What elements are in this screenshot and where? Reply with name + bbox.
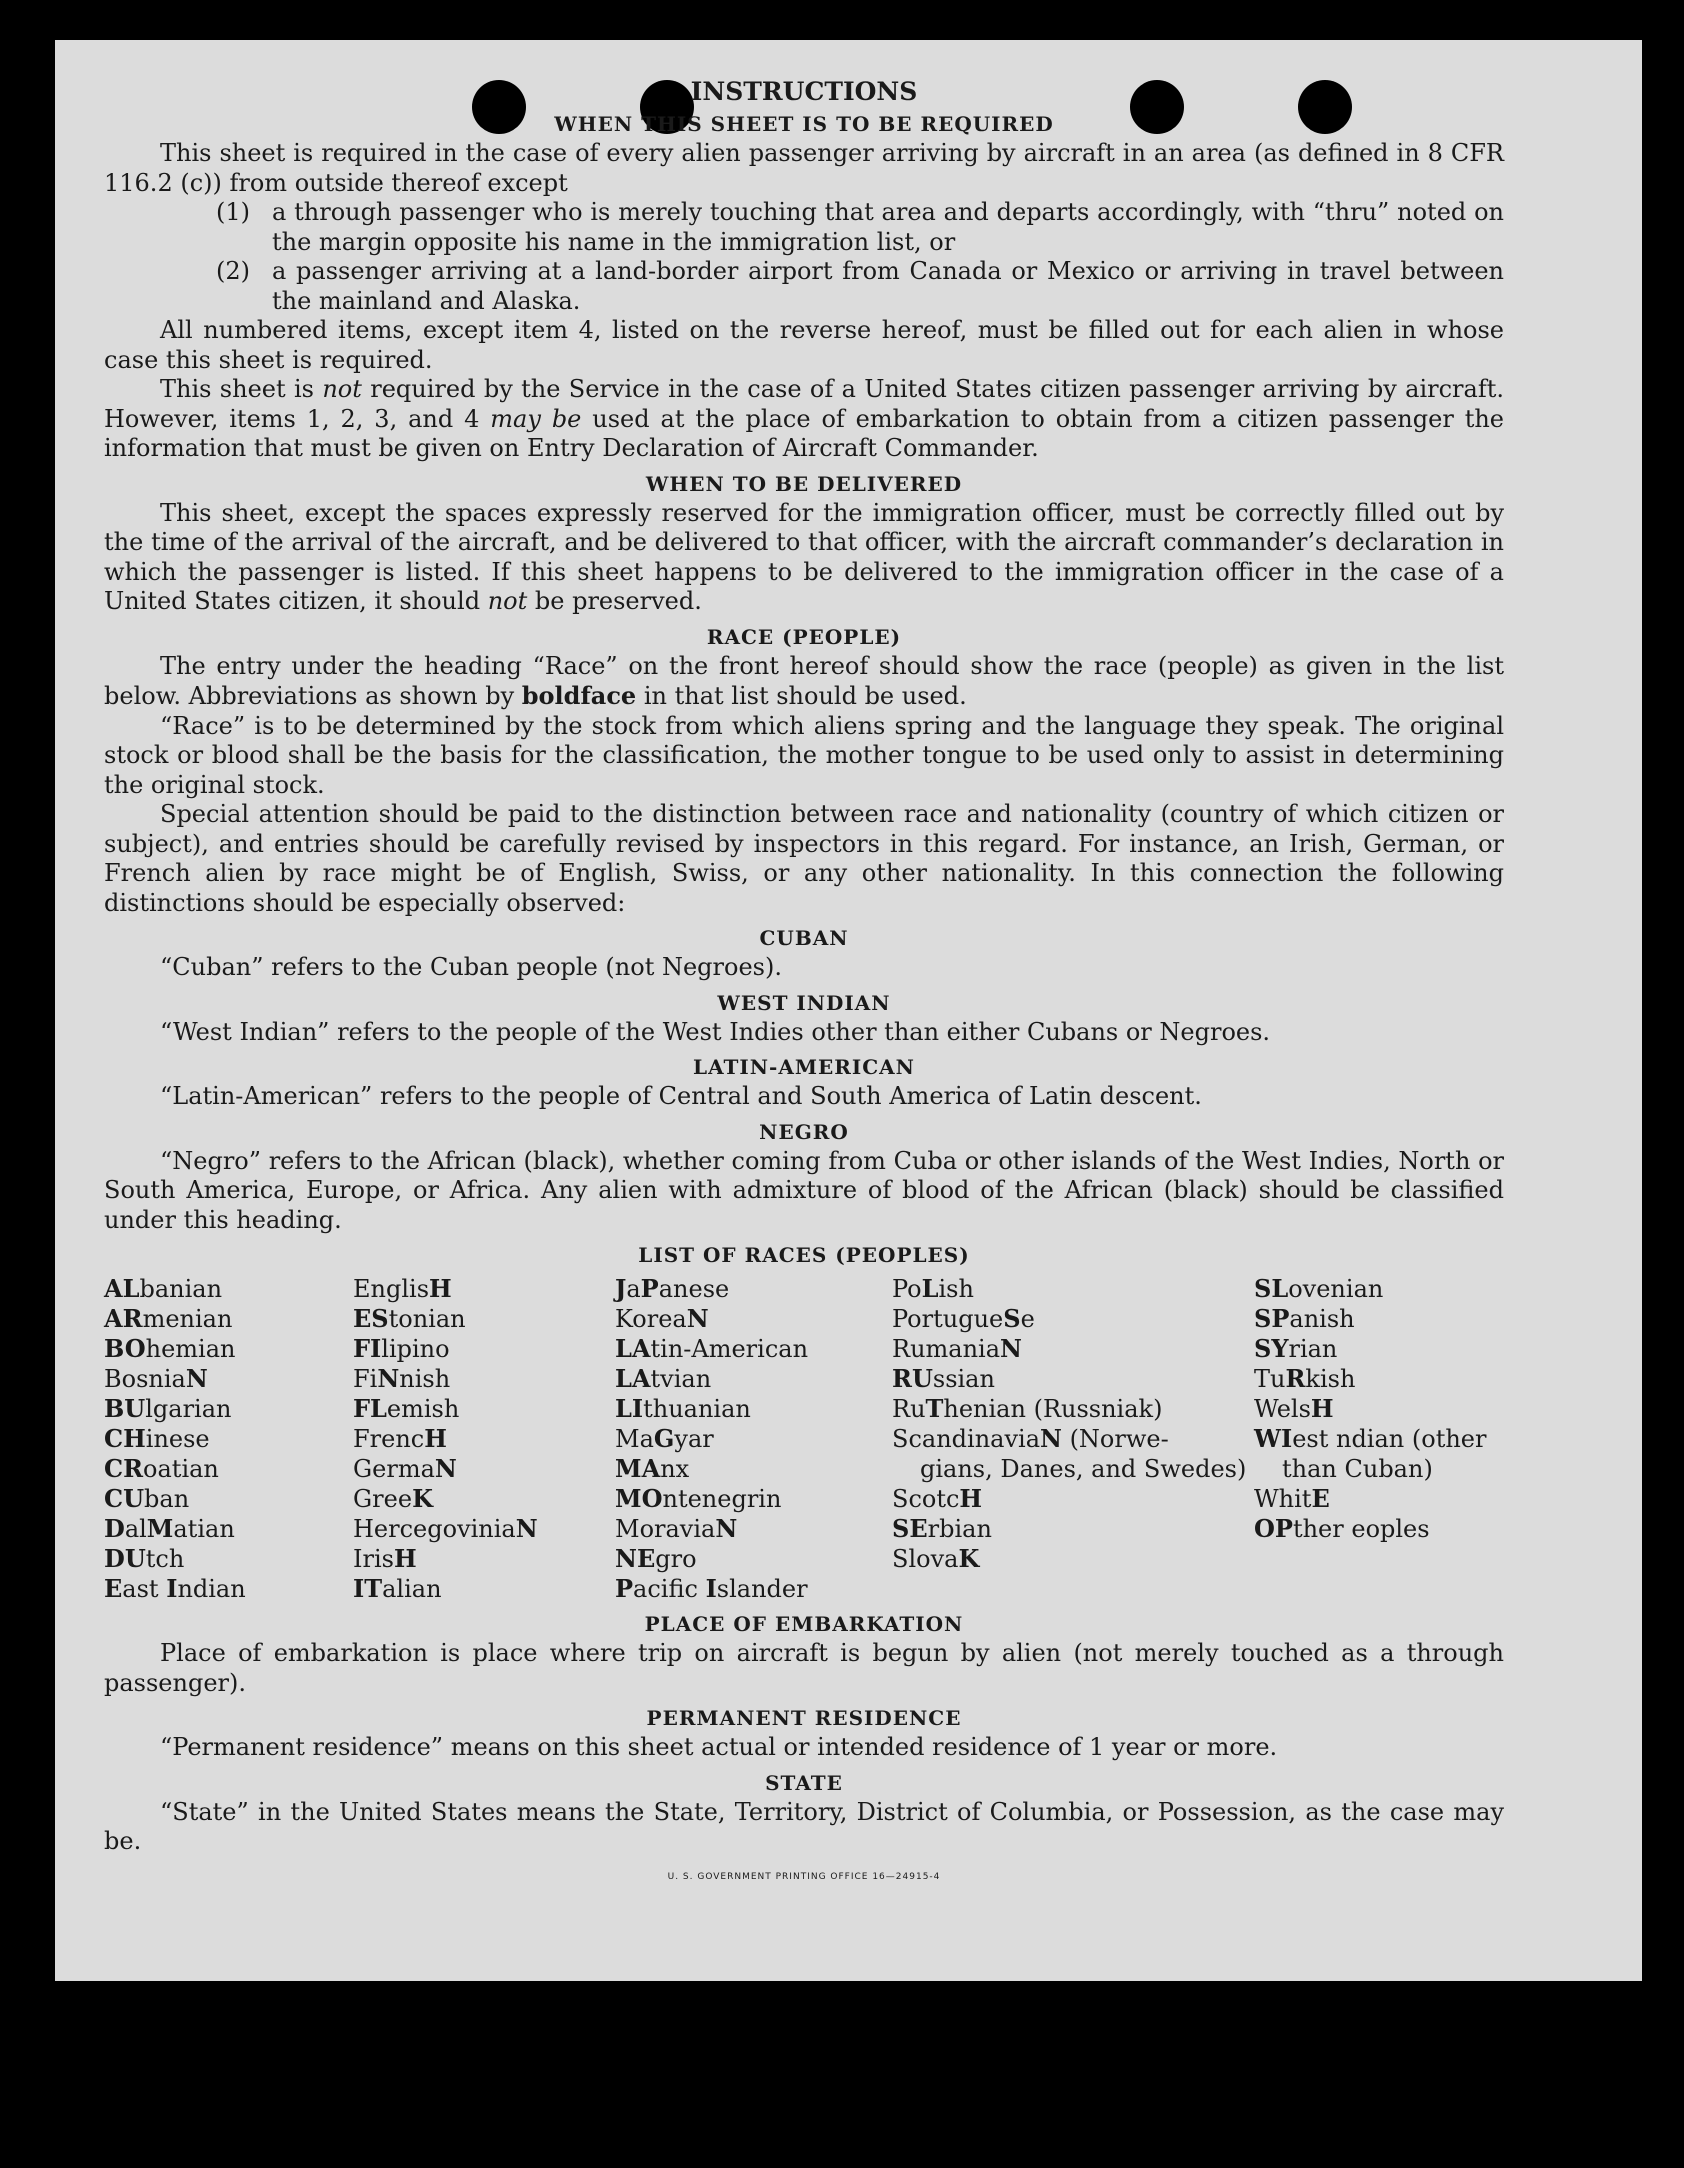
- race-entry: CHinese: [104, 1424, 210, 1453]
- printer-imprint: U. S. GOVERNMENT PRINTING OFFICE 16—24915-4: [667, 1871, 941, 1882]
- race-entry: NEgro: [615, 1544, 697, 1573]
- section-heading: PLACE OF EMBARKATION: [644, 1612, 964, 1636]
- race-entry: WelsH: [1254, 1394, 1334, 1423]
- race-column: [353, 1274, 615, 1604]
- race-entry: PoLish: [892, 1274, 974, 1303]
- race-entry: SLovenian: [1254, 1274, 1384, 1303]
- race-entry: CUban: [104, 1484, 190, 1513]
- race-entry: MaGyar: [615, 1424, 714, 1453]
- paragraph: All numbered items, except item 4, listed on the reverse hereof, must be filled out for each alien in whose case this sheet is required.: [104, 316, 1504, 374]
- race-entry: DalMatian: [104, 1514, 235, 1543]
- race-entry: WhitE: [1254, 1484, 1330, 1513]
- race-entry: ScandinaviaN (Norwe-: [892, 1424, 1169, 1453]
- race-column: [615, 1274, 892, 1604]
- race-entry: KoreaN: [615, 1304, 709, 1333]
- race-entry: EStonian: [353, 1304, 466, 1333]
- race-entry: ALbanian: [104, 1274, 223, 1303]
- item-number: (1): [216, 198, 250, 226]
- race-entry: PortugueSe: [892, 1304, 1035, 1333]
- race-column: [1254, 1274, 1504, 1604]
- race-entry: BOhemian: [104, 1334, 236, 1363]
- item-number: (2): [216, 257, 250, 285]
- item-text: a passenger arriving at a land-border airport from Canada or Mexico or arriving in travel between the mainland and Alaska.: [272, 257, 1504, 315]
- paragraph: “Cuban” refers to the Cuban people (not Negroes).: [160, 953, 782, 981]
- section-heading: WHEN THIS SHEET IS TO BE REQUIRED: [554, 112, 1054, 136]
- race-entry: MOntenegrin: [615, 1484, 782, 1513]
- race-entry: TuRkish: [1254, 1364, 1356, 1393]
- paragraph: This sheet is required in the case of every alien passenger arriving by aircraft in an area (as defined in 8 CFR 116.2 (c)) from outside thereof except: [104, 139, 1504, 197]
- paragraph: “Latin-American” refers to the people of Central and South America of Latin descent.: [160, 1082, 1202, 1110]
- race-entry: SErbian: [892, 1514, 992, 1543]
- race-entry: ITalian: [353, 1574, 442, 1603]
- race-entry: SYrian: [1254, 1334, 1338, 1363]
- section-heading: RACE (PEOPLE): [706, 624, 902, 649]
- item-text: a through passenger who is merely touching that area and departs accordingly, with “thru” noted on the margin opposite his name in the immigration list, or: [272, 198, 1504, 256]
- paragraph: “Negro” refers to the African (black), whether coming from Cuba or other islands of the West Indies, North or South America, Europe, or Africa. Any alien with admixture of blood of the African (black) should be classified under this heading.: [104, 1146, 1504, 1234]
- race-entry: CRoatian: [104, 1454, 219, 1483]
- race-entry-continuation: than Cuban): [1282, 1455, 1433, 1483]
- paragraph: Special attention should be paid to the distinction between race and nationality (country of which citizen or subject), and entries should be carefully revised by inspectors in this regard. For instance, an Irish, German, or French alien by race might be of English, Swiss, or any other nationality. In this connection the following distinctions should be especially observed:: [104, 800, 1504, 917]
- race-entry: HercegoviniaN: [353, 1514, 538, 1543]
- race-entry: FIlipino: [353, 1334, 450, 1363]
- document-body: [104, 74, 1504, 1892]
- page-title: INSTRUCTIONS: [690, 77, 918, 106]
- race-entry: RUssian: [892, 1364, 995, 1393]
- paragraph: The entry under the heading “Race” on the front hereof should show the race (people) as given in the list below. Abbreviations as shown by boldface in that list should be used.: [104, 651, 1504, 710]
- paragraph: Place of embarkation is place where trip on aircraft is begun by alien (not merely touched as a through passenger).: [104, 1639, 1504, 1697]
- paragraph: “Race” is to be determined by the stock from which aliens spring and the language they speak. The original stock or blood shall be the basis for the classification, the mother tongue to be used only to assist in determining the original stock.: [104, 711, 1504, 799]
- race-entry: SPanish: [1254, 1304, 1355, 1333]
- section-heading: WEST INDIAN: [717, 990, 891, 1015]
- race-entry: EnglisH: [353, 1274, 452, 1303]
- section-heading: STATE: [765, 1770, 843, 1795]
- section-heading: CUBAN: [759, 926, 849, 950]
- race-entry: LAtvian: [615, 1364, 712, 1393]
- race-entry: ScotcH: [892, 1484, 983, 1513]
- race-entry: IrisH: [353, 1544, 417, 1573]
- race-entry: East Indian: [104, 1574, 246, 1603]
- paragraph: “Permanent residence” means on this sheet actual or intended residence of 1 year or more.: [160, 1733, 1278, 1761]
- paragraph: This sheet, except the spaces expressly reserved for the immigration officer, must be correctly filled out by the time of the arrival of the aircraft, and be delivered to that officer, with the aircraft commander’s declaration in which the passenger is listed. If this sheet happens to be delivered to the immigration officer in the case of a United States citizen, it should not be preserved.: [104, 498, 1504, 615]
- list-item: [104, 257, 1504, 316]
- section-heading: LATIN-AMERICAN: [693, 1055, 915, 1079]
- section-heading: NEGRO: [759, 1119, 849, 1144]
- section-heading: LIST OF RACES (PEOPLES): [638, 1243, 970, 1267]
- race-entry: ARmenian: [104, 1304, 233, 1333]
- race-entry: RumaniaN: [892, 1334, 1022, 1363]
- race-list: [104, 1274, 1504, 1604]
- race-entry: Pacific Islander: [615, 1574, 808, 1603]
- race-entry: MAnx: [615, 1454, 690, 1483]
- race-entry: OPther eoples: [1254, 1514, 1430, 1543]
- race-entry: GreeK: [353, 1484, 433, 1513]
- race-entry: WIest ndian (other: [1254, 1424, 1487, 1453]
- race-entry: LIthuanian: [615, 1394, 751, 1423]
- paragraph: “State” in the United States means the State, Territory, District of Columbia, or Possession, as the case may be.: [104, 1797, 1504, 1855]
- race-column: [892, 1274, 1254, 1604]
- race-entry: LAtin-American: [615, 1334, 809, 1363]
- race-entry: RuThenian (Russniak): [892, 1394, 1163, 1423]
- race-entry: FrencH: [353, 1424, 447, 1453]
- race-entry: GermaN: [353, 1454, 457, 1483]
- race-entry: JaPanese: [615, 1274, 730, 1303]
- paragraph: This sheet is not required by the Service in the case of a United States citizen passenger arriving by aircraft. However, items 1, 2, 3, and 4 may be used at the place of embarkation to obtain from a citizen passenger the information that must be given on Entry Declaration of Aircraft Commander.: [104, 375, 1505, 462]
- race-entry: BUlgarian: [104, 1394, 232, 1423]
- section-heading: PERMANENT RESIDENCE: [646, 1706, 962, 1730]
- race-entry: MoraviaN: [615, 1514, 738, 1543]
- race-entry-continuation: gians, Danes, and Swedes): [920, 1455, 1247, 1483]
- race-entry: FLemish: [353, 1394, 460, 1423]
- race-entry: BosniaN: [104, 1364, 208, 1393]
- race-entry: DUtch: [104, 1544, 185, 1573]
- race-entry: FiNnish: [353, 1364, 451, 1393]
- race-entry: SlovaK: [892, 1544, 980, 1573]
- section-heading: WHEN TO BE DELIVERED: [645, 471, 963, 496]
- list-item: [104, 198, 1504, 257]
- race-column: [104, 1274, 353, 1604]
- paragraph: “West Indian” refers to the people of the West Indies other than either Cubans or Negroes.: [160, 1017, 1271, 1046]
